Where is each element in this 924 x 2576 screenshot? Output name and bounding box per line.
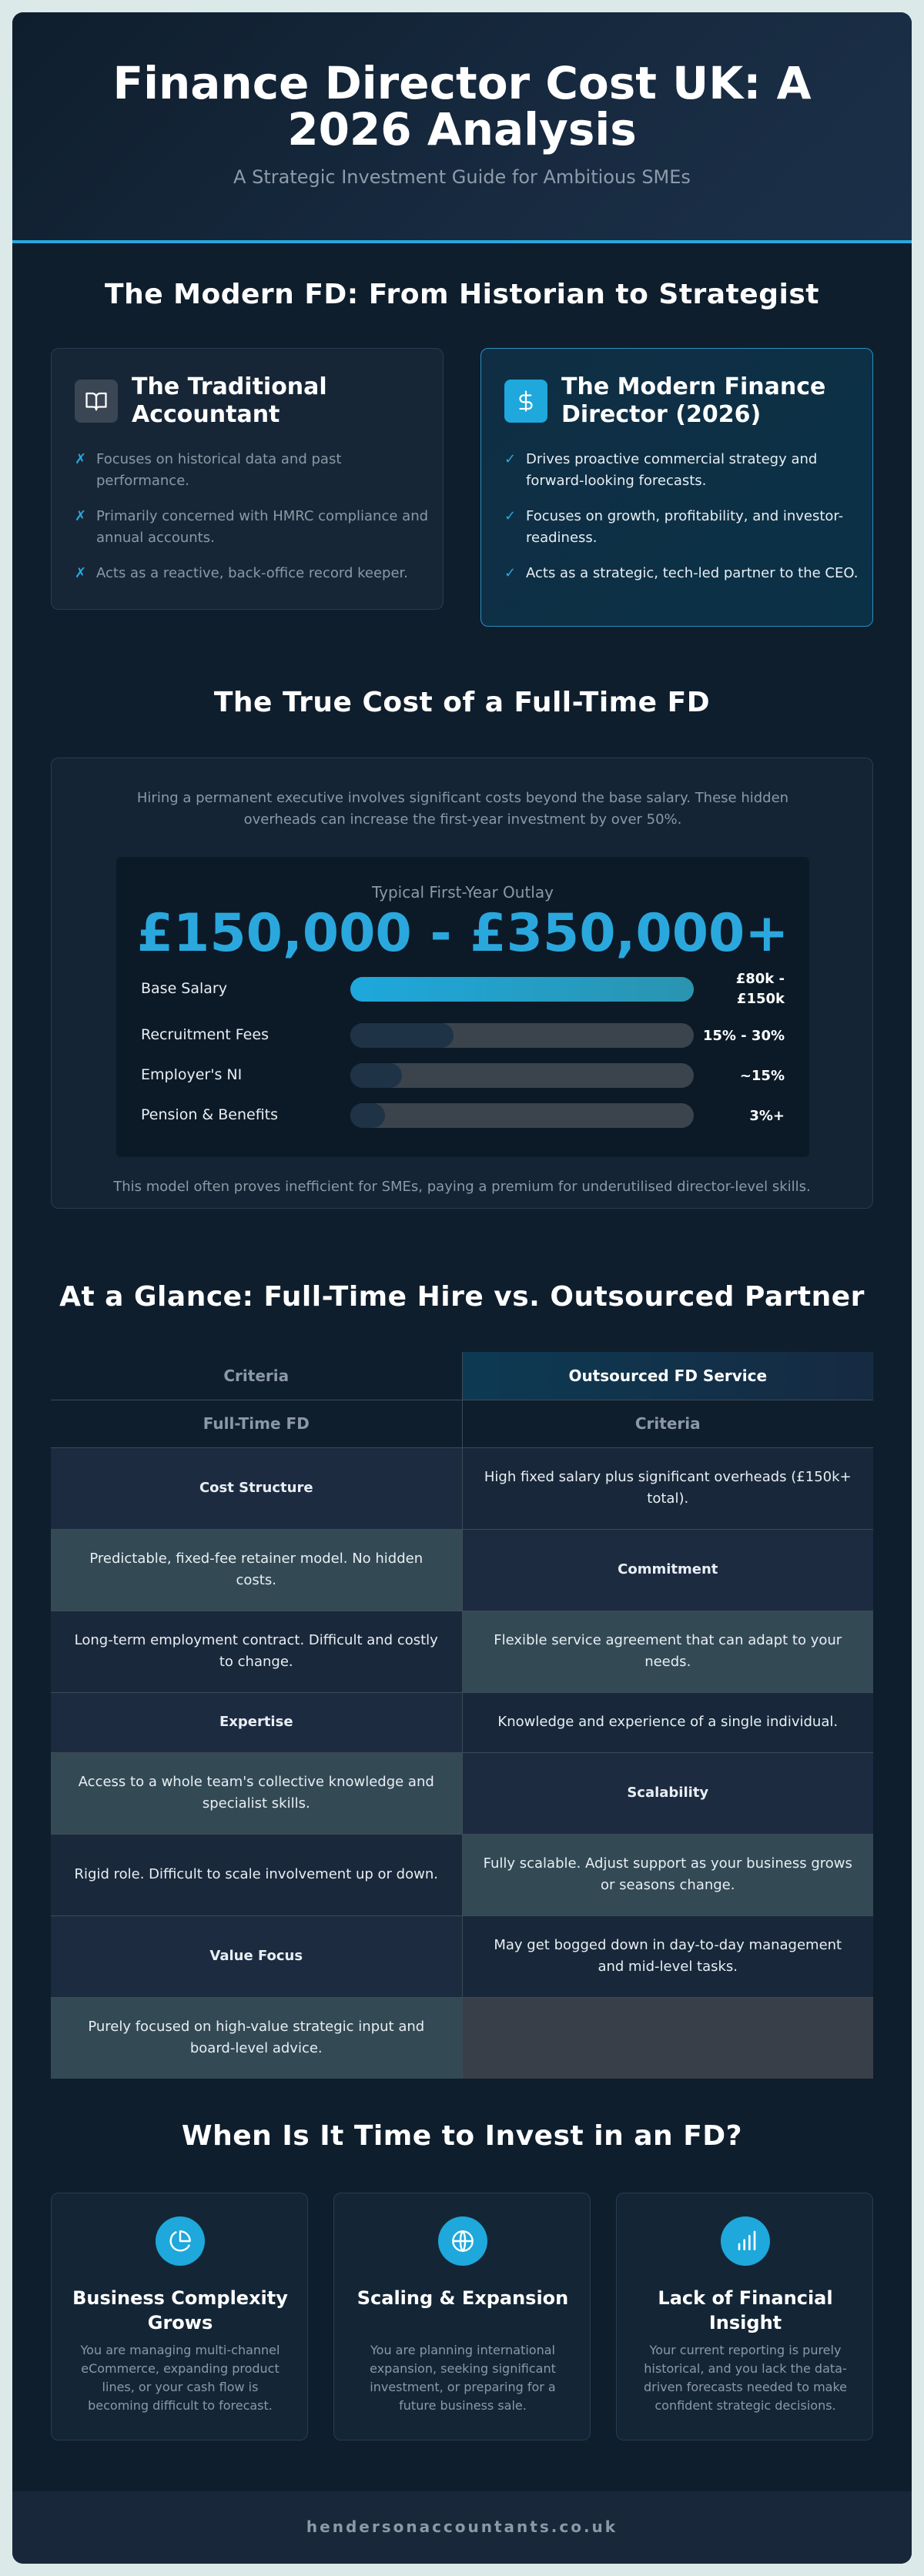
cost-bar-label: Recruitment Fees: [141, 1026, 269, 1043]
table-cell: [462, 1997, 873, 2079]
outlay-box: [116, 857, 809, 1157]
table-row: [51, 1915, 873, 1997]
cost-bar-label: Pension & Benefits: [141, 1106, 279, 1123]
table-cell: Commitment: [462, 1529, 873, 1611]
list-item: ✗ Focuses on historical data and past performance.: [75, 449, 429, 492]
table-header-row: [51, 1400, 873, 1447]
table-cell: May get bogged down in day-to-day management and mid-level tasks.: [462, 1915, 873, 1997]
trigger-card-text: You are managing multi-channel eCommerce, expanding product lines, or your cash flow is becoming difficult to forecast.: [80, 2343, 280, 2413]
traditional-accountant-card: [51, 348, 444, 610]
section-title-when-to-invest: When Is It Time to Invest in an FD?: [181, 2120, 743, 2152]
cost-bar-label: Employer's NI: [141, 1066, 243, 1083]
section-title-modern-fd: The Modern FD: From Historian to Strategist: [105, 279, 819, 310]
trigger-card: [51, 2193, 308, 2441]
list-item: ✗ Acts as a reactive, back-office record keeper.: [75, 563, 429, 584]
table-cell: Knowledge and experience of a single individual.: [462, 1692, 873, 1752]
cost-footnote: This model often proves inefficient for SMEs, paying a premium for underutilised director-level skills.: [113, 1179, 811, 1195]
column-header: Outsourced FD Service: [462, 1352, 873, 1400]
check-icon: ✓: [504, 508, 517, 524]
cost-intro: Hiring a permanent executive involves significant costs beyond the base salary. These hidden overheads can increase the first-year investment by over 50%.: [136, 790, 789, 828]
cost-bar-row: [141, 971, 785, 1007]
globe-icon: [438, 2216, 487, 2266]
column-header: Criteria: [51, 1352, 462, 1400]
table-row: [51, 1997, 873, 2079]
table-cell: Purely focused on high-value strategic input and board-level advice.: [51, 1997, 462, 2079]
table-cell: Long-term employment contract. Difficult and costly to change.: [51, 1611, 462, 1692]
role-comparison: [51, 348, 873, 622]
trigger-card-text: Your current reporting is purely historical, and you lack the data-driven forecasts needed to make confident strategic decisions.: [644, 2343, 847, 2413]
modern-card-title: The Modern Finance Director (2026): [561, 373, 826, 428]
modern-points: [504, 449, 859, 598]
check-icon: ✓: [504, 451, 517, 467]
page-title: Finance Director Cost UK: A 2026 Analysis: [112, 57, 812, 156]
table-row: [51, 1529, 873, 1611]
list-item: ✓ Focuses on growth, profitability, and investor-readiness.: [504, 506, 859, 549]
trigger-card-title: Scaling & Expansion: [357, 2287, 569, 2309]
modern-fd-card: [480, 348, 873, 627]
table-row: [51, 1611, 873, 1692]
page-subtitle: A Strategic Investment Guide for Ambitious SMEs: [233, 166, 691, 188]
table-cell: Scalability: [462, 1752, 873, 1834]
table-cell: Value Focus: [51, 1915, 462, 1997]
table-cell: Access to a whole team's collective knowledge and specialist skills.: [51, 1752, 462, 1834]
when-to-invest-cards: [51, 2193, 873, 2441]
column-header: Full-Time FD: [51, 1400, 462, 1447]
cost-bar-fill: [350, 1063, 402, 1088]
table-row: [51, 1692, 873, 1752]
cost-bar-track: [350, 1063, 694, 1088]
table-cell: High fixed salary plus significant overheads (£150k+ total).: [462, 1447, 873, 1529]
outlay-range: £150,000 - £350,000+: [136, 903, 789, 964]
pie-chart-icon: [156, 2216, 205, 2266]
table-cell: Cost Structure: [51, 1447, 462, 1529]
cost-bar-track: [350, 1103, 694, 1128]
cost-bar-track: [350, 1023, 694, 1048]
true-cost-panel: [51, 758, 873, 1209]
table-cell: Flexible service agreement that can adapt to your needs.: [462, 1611, 873, 1692]
cost-bar-value: ~15%: [739, 1068, 785, 1084]
trigger-card: [333, 2193, 591, 2441]
cost-bar-fill: [350, 1103, 385, 1128]
cost-bar-row: [141, 1022, 785, 1048]
comparison-table: [51, 1352, 873, 2079]
table-header-row: [51, 1352, 873, 1400]
cost-bar-value: 15% - 30%: [702, 1028, 785, 1044]
footer: [12, 2491, 912, 2564]
cost-bar-fill: [350, 1023, 454, 1048]
table-cell: Fully scalable. Adjust support as your business grows or seasons change.: [462, 1834, 873, 1915]
footer-site-link[interactable]: hendersonaccountants.co.uk: [306, 2517, 618, 2536]
trigger-card-title: Business Complexity Grows: [72, 2287, 288, 2333]
cost-bar-value: 3%+: [749, 1108, 785, 1124]
table-cell: Expertise: [51, 1692, 462, 1752]
table-row: [51, 1834, 873, 1915]
trigger-card: [616, 2193, 873, 2441]
traditional-points: [75, 449, 429, 598]
outlay-label: Typical First-Year Outlay: [372, 883, 554, 902]
list-item: ✗ Primarily concerned with HMRC compliance and annual accounts.: [75, 506, 429, 549]
section-title-at-a-glance: At a Glance: Full-Time Hire vs. Outsourced Partner: [59, 1281, 865, 1313]
infographic-page: [12, 12, 912, 2564]
table-cell: Rigid role. Difficult to scale involvement up or down.: [51, 1834, 462, 1915]
cost-bar-track: [350, 977, 694, 1002]
cross-icon: ✗: [75, 565, 87, 581]
dollar-icon: [504, 380, 547, 423]
cost-bar-label: Base Salary: [141, 980, 227, 997]
trigger-card-title: Lack of Financial Insight: [658, 2287, 833, 2333]
bar-chart-icon: [721, 2216, 770, 2266]
book-icon: [75, 380, 118, 423]
traditional-card-title: The Traditional Accountant: [132, 373, 327, 428]
cross-icon: ✗: [75, 451, 87, 467]
hero-header: [12, 12, 912, 243]
section-title-true-cost: The True Cost of a Full-Time FD: [213, 687, 711, 718]
cost-bar-row: [141, 1102, 785, 1128]
list-item: ✓ Acts as a strategic, tech-led partner to the CEO.: [504, 563, 859, 584]
list-item: ✓ Drives proactive commercial strategy and forward-looking forecasts.: [504, 449, 859, 492]
cross-icon: ✗: [75, 508, 87, 524]
cost-bar-value: £80k - £150k: [735, 971, 785, 1007]
table-row: [51, 1752, 873, 1834]
cost-bar-row: [141, 1062, 785, 1088]
check-icon: ✓: [504, 565, 517, 581]
cost-bar-fill: [350, 977, 694, 1002]
table-row: [51, 1447, 873, 1529]
trigger-card-text: You are planning international expansion, seeking significant investment, or preparing for a future business sale.: [370, 2343, 556, 2413]
column-header: Criteria: [462, 1400, 873, 1447]
table-cell: Predictable, fixed-fee retainer model. No hidden costs.: [51, 1529, 462, 1611]
